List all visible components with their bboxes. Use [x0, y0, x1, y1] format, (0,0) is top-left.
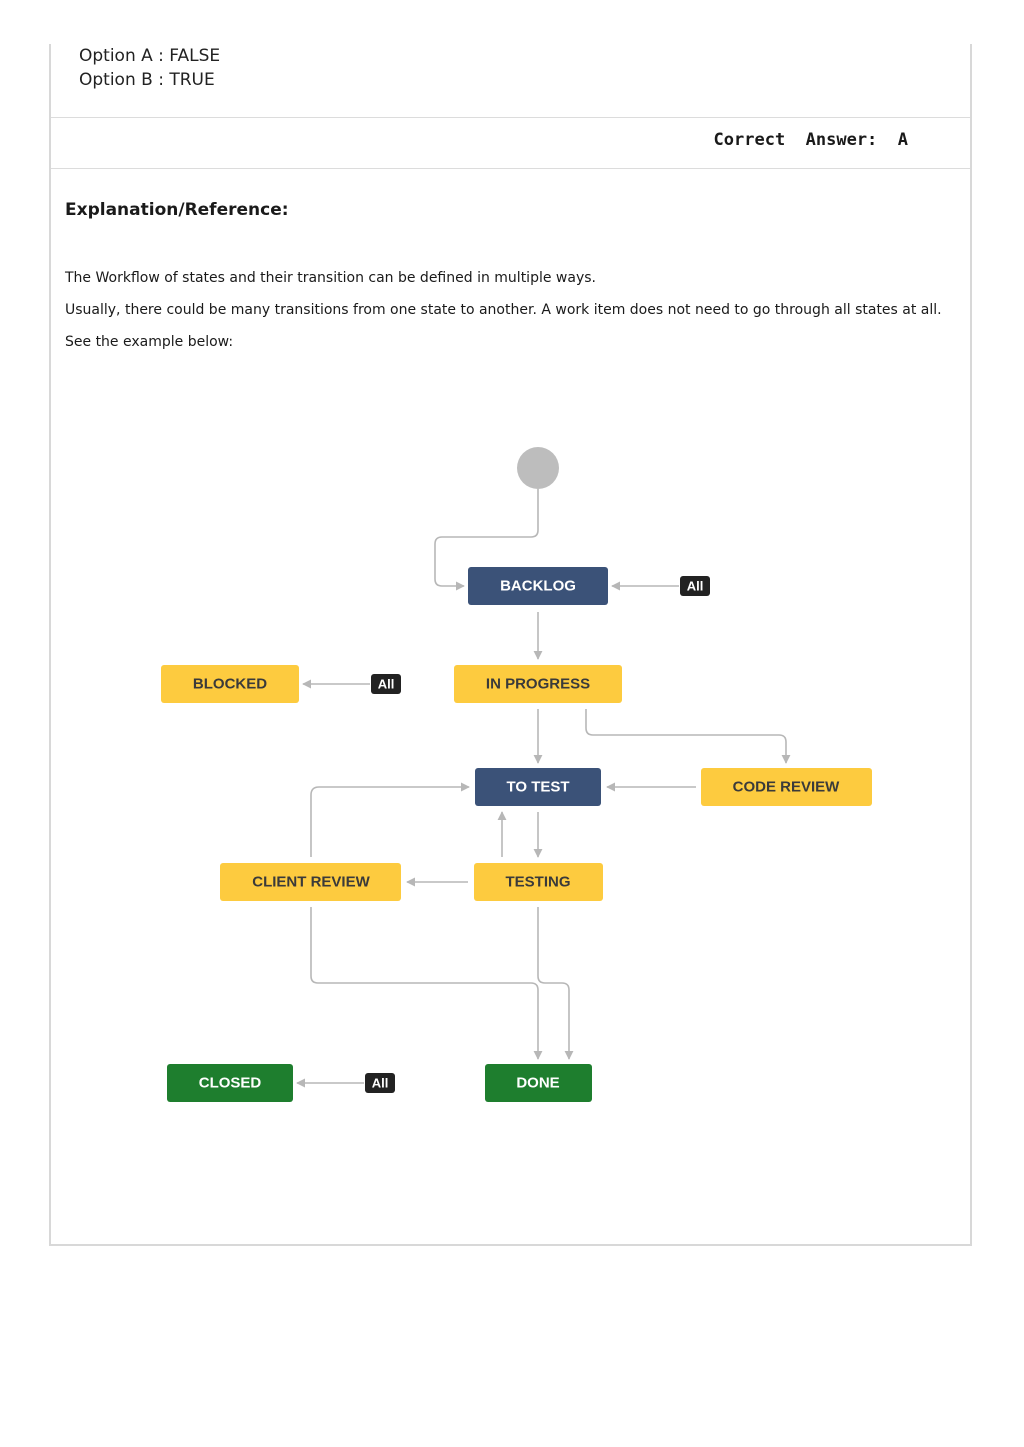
option-a: Option A : FALSE	[79, 46, 221, 66]
state-label: DONE	[516, 1074, 560, 1092]
state-blocked	[161, 665, 299, 703]
start-circle	[517, 447, 559, 489]
state-label: IN PROGRESS	[485, 675, 591, 693]
explanation-paragraph: Usually, there could be many transitions from one state to another. A work item does not need to go through all states at all.	[65, 302, 942, 318]
explanation-title: Explanation/Reference:	[65, 200, 289, 220]
arrow-clientreview-to-totest	[311, 787, 469, 857]
state-testing	[474, 863, 603, 901]
state-closed	[167, 1064, 293, 1102]
arrow-inprogress-to-codereview	[586, 709, 786, 763]
all-badge	[365, 1073, 395, 1093]
state-label: CODE REVIEW	[732, 778, 840, 796]
state-to-test	[475, 768, 601, 806]
all-badge	[371, 674, 401, 694]
all-badge	[680, 576, 710, 596]
state-code-review	[701, 768, 872, 806]
state-done	[485, 1064, 592, 1102]
state-label: TO TEST	[506, 778, 570, 796]
state-in-progress	[454, 665, 622, 703]
arrow-clientreview-to-done	[311, 907, 538, 1059]
state-client-review	[220, 863, 401, 901]
correct-answer: Correct Answer: A	[713, 130, 908, 150]
explanation-paragraph: The Workflow of states and their transition can be defined in multiple ways.	[65, 270, 596, 286]
arrow-testing-to-done	[538, 907, 569, 1059]
state-label: CLIENT REVIEW	[252, 873, 370, 891]
svg-text:All: All	[377, 676, 395, 692]
option-b: Option B : TRUE	[79, 70, 215, 90]
state-label: BACKLOG	[500, 577, 576, 595]
explanation-paragraph: See the example below:	[65, 334, 234, 350]
state-label: TESTING	[505, 873, 571, 891]
state-label: BLOCKED	[192, 675, 268, 693]
state-backlog	[468, 567, 608, 605]
state-label: CLOSED	[198, 1074, 262, 1092]
svg-text:All: All	[686, 578, 704, 594]
svg-text:All: All	[371, 1075, 389, 1091]
